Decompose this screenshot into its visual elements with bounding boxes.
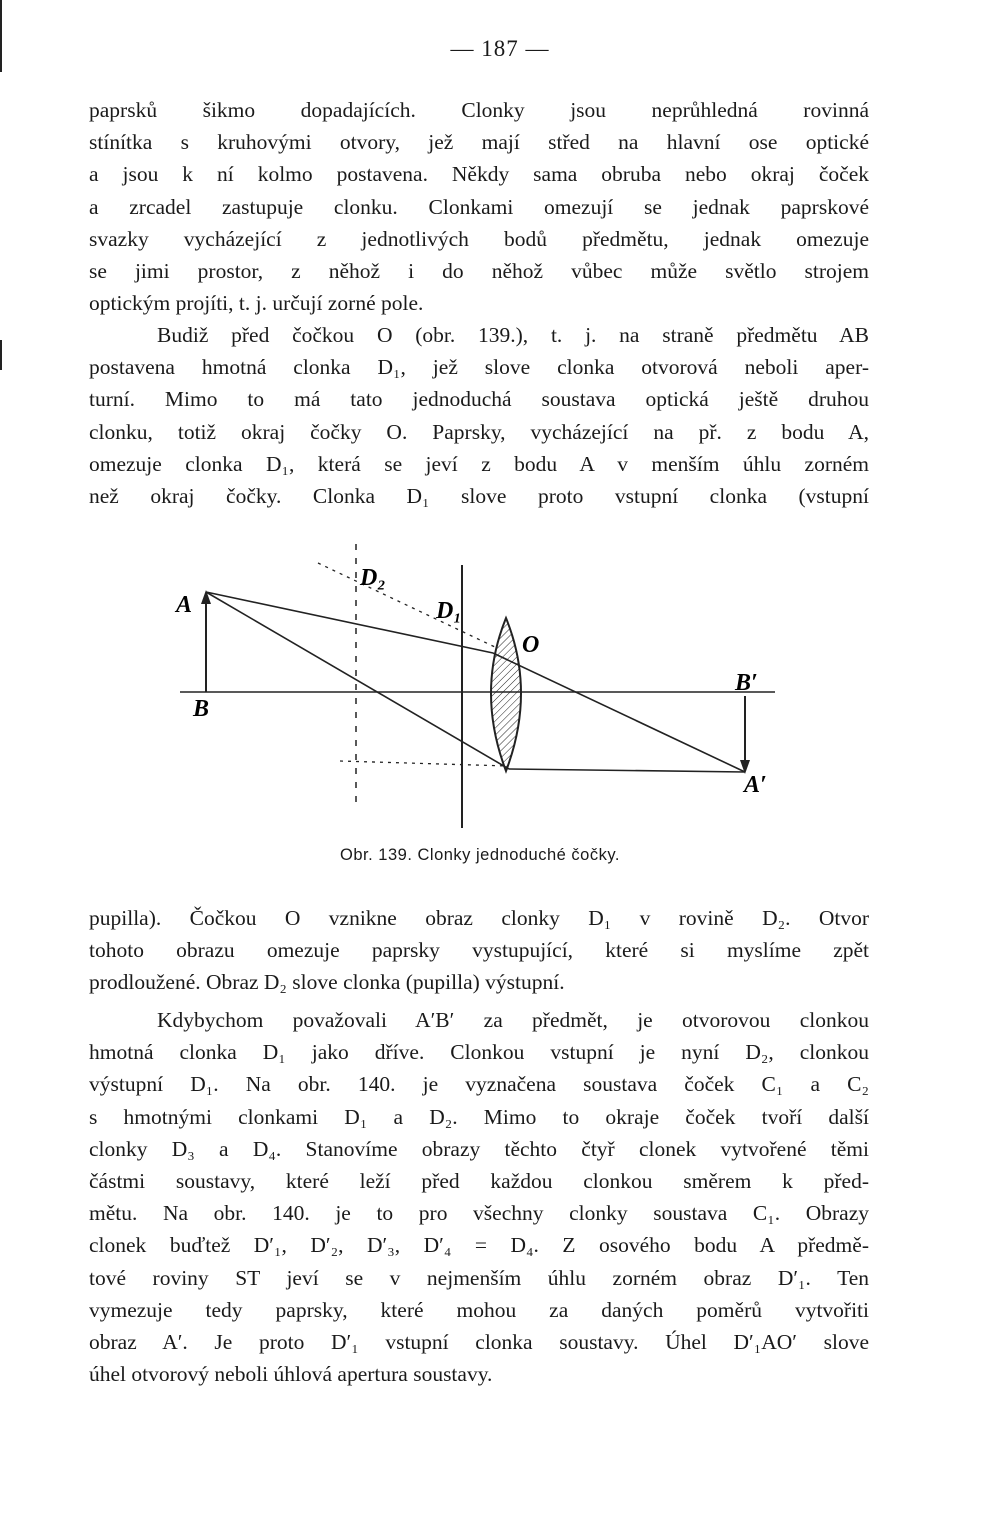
text-line: pupilla). Čočkou O vznikne obraz clonky D₁ v rovině D₂. Otvor [89, 906, 869, 930]
text-line: turní. Mimo to má tato jednoduchá soustava optická ještě druhou [89, 387, 869, 412]
label-a-prime: A′ [744, 772, 767, 798]
text-line: paprsků šikmo dopadajících. Clonky jsou neprůhledná rovinná [89, 98, 869, 122]
lens-o [491, 618, 521, 771]
text-line: clonky D₃ a D₄. Stanovíme obrazy těchto čtyř clonek vytvořené těmi [89, 1136, 869, 1161]
text-line: mětu. Na obr. 140. je to pro všechny clonky soustava C₁. Obrazy [89, 1201, 869, 1226]
text-line: tové roviny ST jeví se v nejmenším úhlu zorném obraz D′₁. Ten [89, 1265, 869, 1290]
page-number: — 187 — [450, 36, 550, 61]
text-line: svazky vycházející z jednotlivých bodů předmětu, jednak omezuje [89, 226, 869, 251]
text-line: částmi soustavy, které leží před každou clonkou směrem k před- [89, 1169, 869, 1194]
construction-line [340, 761, 508, 766]
text-line: vymezuje tedy paprsky, které mohou za daných poměrů vytvořiti [89, 1297, 869, 1322]
text-line: Budiž před čočkou O (obr. 139.), t. j. na straně předmětu AB [157, 323, 869, 347]
text-line: omezuje clonka D₁, která se jeví z bodu A v menším úhlu zorném [89, 451, 869, 476]
paragraph-1 [89, 94, 869, 319]
label-a: A [176, 592, 193, 618]
paragraph-4 [89, 1004, 869, 1390]
lens-diaphragm-diagram [0, 530, 1000, 840]
text-line: clonku, totiž okraj čočky O. Paprsky, vycházející na př. z bodu A, [89, 419, 869, 444]
figure-caption: Obr. 139. Clonky jednoduché čočky. [340, 846, 620, 864]
text-line: postavena hmotná clonka D₁, jež slove clonka otvorová neboli aper- [89, 355, 869, 380]
text-line: stínítka s kruhovými otvory, jež mají střed na hlavní ose optické [89, 130, 869, 155]
text-line: a zrcadel zastupuje clonku. Clonkami omezují se jednak paprskové [89, 194, 869, 219]
text-line: výstupní D₁. Na obr. 140. je vyznačena soustava čoček C₁ a C₂ [89, 1072, 869, 1097]
left-edge-mark [0, 340, 2, 370]
label-b-prime: B′ [735, 670, 758, 696]
paragraph-2 [89, 319, 869, 512]
text-line: než okraj čočky. Clonka D₁ slove proto vstupní clonka (vstupní [89, 484, 869, 509]
label-d1: D₁ [436, 598, 462, 624]
ray [206, 592, 509, 769]
text-line: se jimi prostor, z něhož i do něhož vůbec může světlo strojem [89, 259, 869, 284]
text-line: s hmotnými clonkami D₁ a D₂. Mimo to okraje čoček tvoří další [89, 1104, 869, 1129]
paragraph-3 [89, 902, 869, 999]
text-line: tohoto obrazu omezuje paprsky vystupující, které si myslíme zpět [89, 938, 869, 963]
ray [493, 653, 745, 772]
ray [509, 769, 745, 772]
text-line: Kdybychom považovali A′B′ za předmět, je otvorovou clonkou [157, 1008, 869, 1032]
text-line: hmotná clonka D₁ jako dříve. Clonkou vstupní je nyní D₂, clonkou [89, 1040, 869, 1065]
label-d2: D₂ [360, 565, 386, 591]
text-line: obraz A′. Je proto D′₁ vstupní clonka soustavy. Úhel D′₁AO′ slove [89, 1330, 869, 1355]
label-o: O [522, 632, 540, 658]
text-line: úhel otvorový neboli úhlová apertura soustavy. [89, 1362, 493, 1387]
text-line: optickým projíti, t. j. určují zorné pole. [89, 291, 424, 316]
text-line: prodloužené. Obraz D₂ slove clonka (pupilla) výstupní. [89, 970, 565, 995]
label-b: B [193, 696, 210, 722]
text-line: a jsou k ní kolmo postavena. Někdy sama obruba nebo okraj čoček [89, 162, 869, 187]
text-line: clonek buďtež D′₁, D′₂, D′₃, D′₄ = D₄. Z osového bodu A předmě- [89, 1233, 869, 1258]
